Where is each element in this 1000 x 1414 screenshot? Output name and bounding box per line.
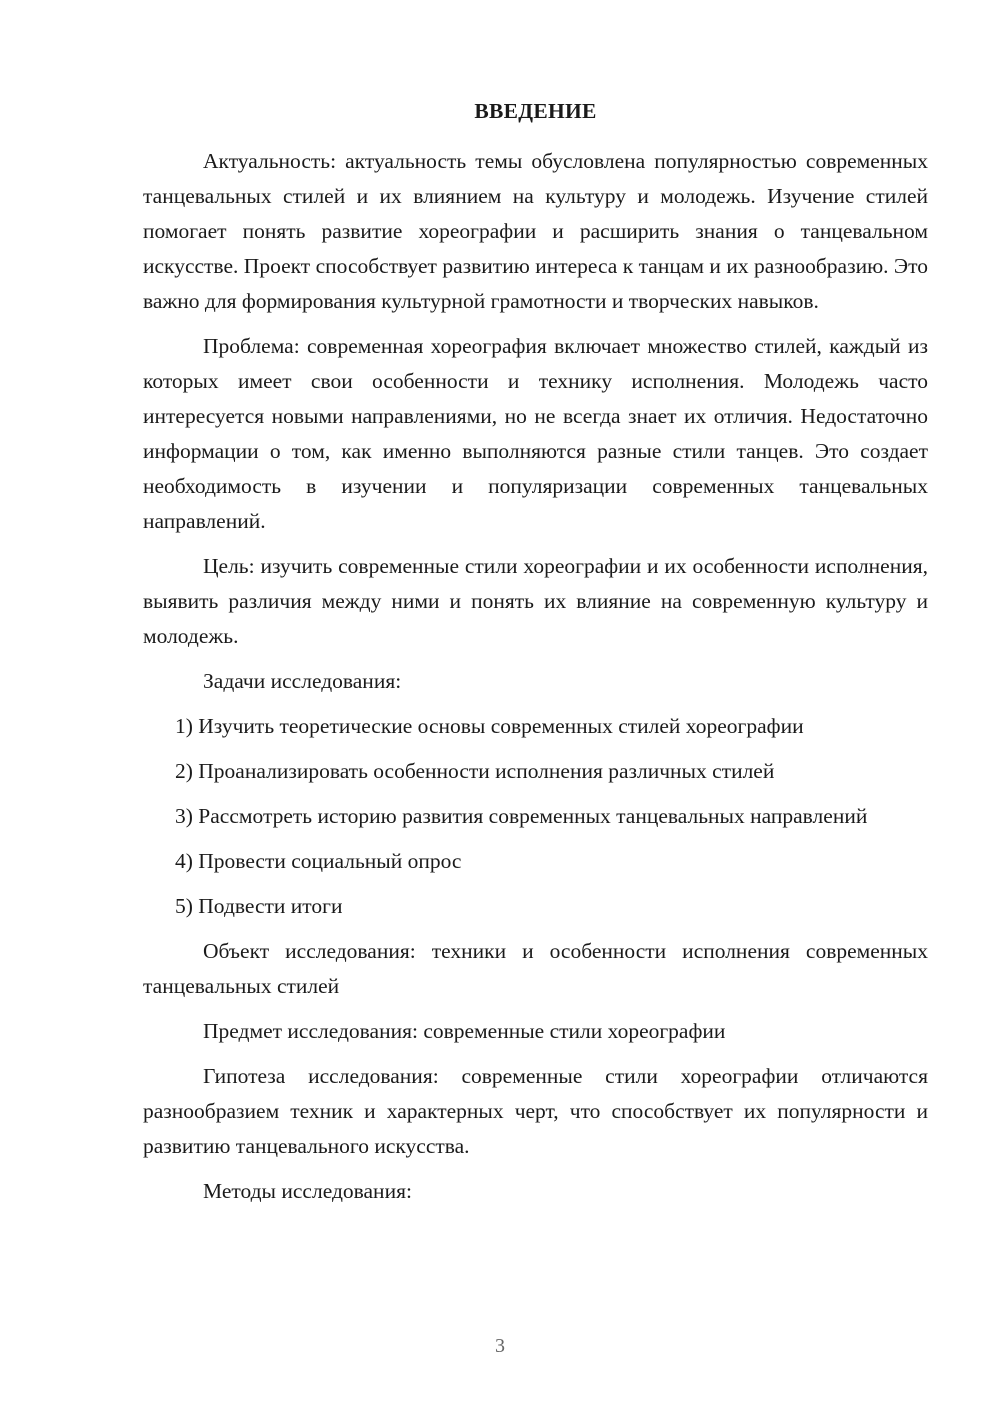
task-item-5: 5) Подвести итоги <box>175 894 343 918</box>
paragraph-methods: Методы исследования: <box>203 1179 412 1203</box>
task-item-1: 1) Изучить теоретические основы современных стилей хореографии <box>175 714 804 738</box>
paragraph-object: Объект исследования: техники и особенности исполнения современных танцевальных стилей <box>143 939 928 998</box>
page-content <box>143 96 928 1219</box>
paragraph-hypothesis: Гипотеза исследования: современные стили хореографии отличаются разнообразием техник и характерных черт, что способствует их популярности и развитию танцевального искусства. <box>143 1064 928 1158</box>
paragraph-goal: Цель: изучить современные стили хореографии и их особенности исполнения, выявить различия между ними и понять их влияние на современную культуру и молодежь. <box>143 554 928 648</box>
task-item-3: 3) Рассмотреть историю развития современных танцевальных направлений <box>175 804 868 828</box>
tasks-heading: Задачи исследования: <box>203 669 402 693</box>
task-item-2: 2) Проанализировать особенности исполнения различных стилей <box>175 759 775 783</box>
paragraph-problem: Проблема: современная хореография включает множество стилей, каждый из которых имеет свои особенности и технику исполнения. Молодежь часто интересуется новыми направлениями, но не всегда знает их отличия. Недостаточно информации о том, как именно выполняются разные стили танцев. Это создает необходимость в изучении и популяризации современных танцевальных направлений. <box>143 334 928 533</box>
paragraph-relevance: Актуальность: актуальность темы обусловлена популярностью современных танцевальных стилей и их влиянием на культуру и молодежь. Изучение стилей помогает понять развитие хореографии и расширить знания о танцевальном искусстве. Проект способствует развитию интереса к танцам и их разнообразию. Это важно для формирования культурной грамотности и творческих навыков. <box>143 149 928 313</box>
paragraph-subject: Предмет исследования: современные стили хореографии <box>203 1019 726 1043</box>
page-number: 3 <box>495 1335 505 1357</box>
task-item-4: 4) Провести социальный опрос <box>175 849 462 873</box>
section-title: ВВЕДЕНИЕ <box>474 99 597 123</box>
